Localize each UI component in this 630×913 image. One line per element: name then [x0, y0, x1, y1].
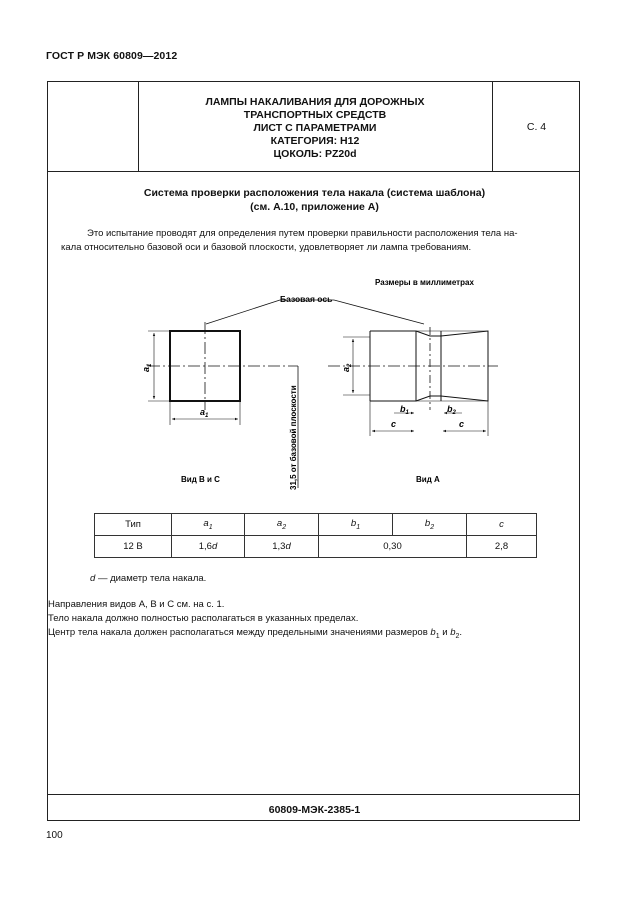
- table-cell-b: 0,30: [319, 536, 467, 558]
- view-bc-caption: Вид B и C: [181, 475, 220, 484]
- footer-divider: [48, 794, 579, 795]
- table-header-cell: $a_2$: [245, 514, 319, 536]
- sheet-title: ЛАМПЫ НАКАЛИВАНИЯ ДЛЯ ДОРОЖНЫХ ТРАНСПОРТНЫХ СРЕДСТВ ЛИСТ С ПАРАМЕТРАМИ КАТЕГОРИЯ: H12 ЦОКОЛЬ: PZ20d: [205, 96, 425, 160]
- sheet-code: 60809-МЭК-2385-1: [268, 804, 361, 816]
- d-definition-note: d — диаметр тела накала.: [90, 573, 207, 584]
- axis-leader-left: [206, 300, 280, 324]
- view-directions-note: Направления видов А, В и С см. на с. 1.: [48, 599, 225, 610]
- dim-c-left-label: c: [391, 419, 397, 429]
- parameter-sheet-frame: [47, 81, 580, 821]
- dim-a2-label: $a_2$: [341, 363, 353, 372]
- table-row: [95, 536, 537, 558]
- reference-axis-label: Базовая ось: [280, 294, 333, 304]
- dim-c-right-label: c: [459, 419, 465, 429]
- dim-a1-label: $a_1$: [141, 363, 153, 372]
- filament-gauge-drawing: [48, 82, 581, 502]
- standard-designation: ГОСТ Р МЭК 60809—2012: [46, 50, 178, 62]
- view-a-caption: Вид А: [416, 475, 440, 484]
- page-number: 100: [46, 830, 63, 841]
- table-header-row: [95, 514, 537, 536]
- table-header-cell: $b_2$: [393, 514, 467, 536]
- units-note: Размеры в миллиметрах: [375, 278, 474, 287]
- table-cell-c: 2,8: [467, 536, 537, 558]
- dim-b2-label: $b_2$: [447, 404, 456, 416]
- table-header-cell: Тип: [95, 514, 172, 536]
- dim-b1-label: $b_1$: [400, 404, 409, 416]
- table-cell-type: 12 В: [95, 536, 172, 558]
- table-header-cell: $a_1$: [172, 514, 245, 536]
- parameter-table: [94, 513, 537, 558]
- axis-leader-right: [334, 300, 424, 324]
- intro-paragraph: Это испытание проводят для определения путем проверки правильности расположения тела на- кала относительно базовой оси и базовой плоскости, удовлетворяет ли лампа требованиям.: [61, 228, 518, 253]
- sheet-page-label: С. 4: [526, 121, 547, 133]
- body-within-note: Тело накала должно полностью располагаться в указанных пределах.: [48, 613, 359, 624]
- reference-plane-label: 31,5 от базовой плоскости: [289, 385, 298, 490]
- center-position-note: Центр тела накала должен располагаться между предельными значениями размеров $b_1$ и $b_2$.: [48, 627, 463, 640]
- table-cell-a2: 1,3d: [245, 536, 319, 558]
- table-header-cell: $b_1$: [319, 514, 393, 536]
- table-header-cell: c: [467, 514, 537, 536]
- dim-a1-horizontal-label: $a_1$: [200, 407, 209, 419]
- table-cell-a1: 1,6d: [172, 536, 245, 558]
- section-title: Система проверки расположения тела накала (система шаблона) (см. А.10, приложение А): [143, 187, 486, 213]
